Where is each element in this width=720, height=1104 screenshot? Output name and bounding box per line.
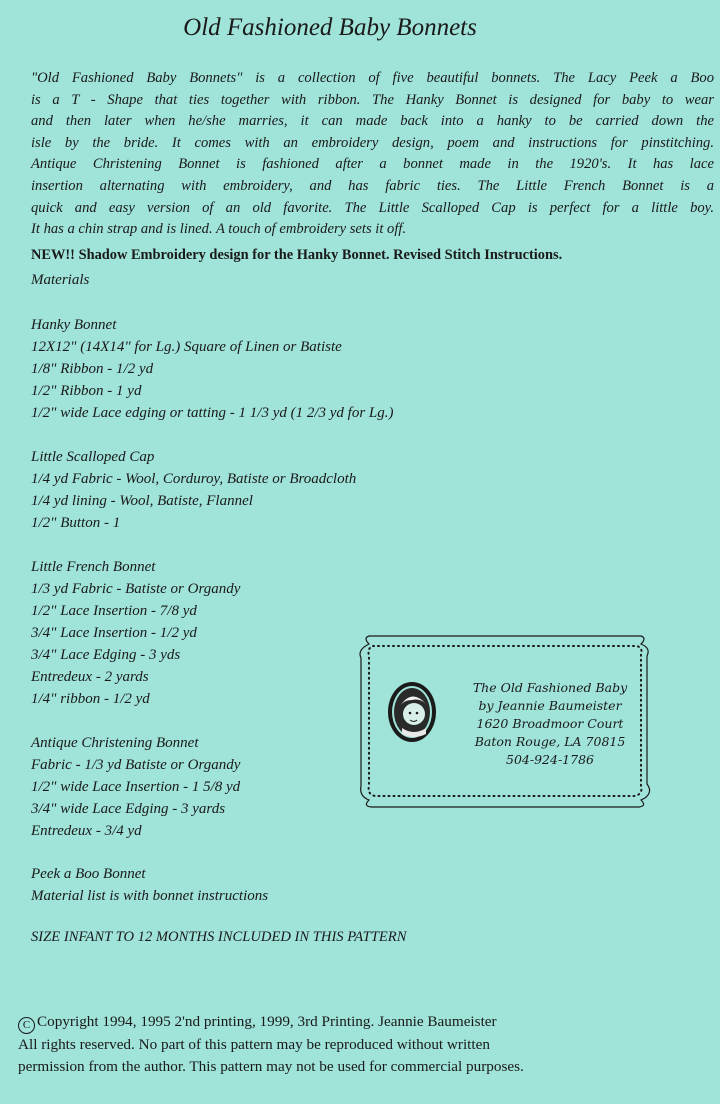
section-heading: Little Scalloped Cap — [31, 449, 155, 465]
material-item: Fabric - 1/3 yd Batiste or Organdy — [31, 757, 241, 773]
copyright-icon: C — [18, 1017, 35, 1034]
material-item: Entredeux - 2 yards — [31, 669, 149, 685]
stamp-address — [445, 679, 655, 769]
section-heading: Hanky Bonnet — [31, 317, 117, 333]
material-item: 1/3 yd Fabric - Batiste or Organdy — [31, 581, 241, 597]
baby-cameo-icon — [386, 680, 438, 744]
copyright-notice — [18, 1011, 708, 1078]
stamp-city: Baton Rouge, LA 70815 — [474, 734, 626, 749]
section-little-french-bonnet — [31, 556, 240, 710]
material-item: 3/4" Lace Edging - 3 yds — [31, 647, 181, 663]
new-notice: NEW!! Shadow Embroidery design for the Hanky Bonnet. Revised Stitch Instructions. — [31, 247, 563, 263]
material-item: 1/2" wide Lace Insertion - 1 5/8 yd — [31, 779, 241, 795]
section-hanky-bonnet — [31, 314, 394, 424]
material-item: Entredeux - 3/4 yd — [31, 823, 142, 839]
intro-line: and then later when he/she marries, it can made back into a hanky to be carried down the — [31, 113, 714, 130]
section-peek-a-boo-bonnet — [31, 863, 268, 907]
material-item: 1/8" Ribbon - 1/2 yd — [31, 361, 154, 377]
stamp-business-name: The Old Fashioned Baby — [472, 680, 628, 695]
stamp-street: 1620 Broadmoor Court — [476, 716, 624, 731]
page-title: Old Fashioned Baby Bonnets — [183, 14, 477, 41]
section-heading: Little French Bonnet — [31, 559, 156, 575]
material-item: 1/4" ribbon - 1/2 yd — [31, 691, 150, 707]
intro-line: quick and easy version of an old favorite. The Little Scalloped Cap is perfect for a little boy. — [31, 199, 714, 216]
copyright-line: C Copyright 1994, 1995 2'nd printing, 1999, 3rd Printing. Jeannie Baumeister — [18, 1011, 708, 1034]
section-little-scalloped-cap — [31, 446, 356, 534]
size-notice: SIZE INFANT TO 12 MONTHS INCLUDED IN THIS PATTERN — [31, 929, 407, 945]
intro-line: is a T - Shape that ties together with ribbon. The Hanky Bonnet is designed for baby to wear — [31, 91, 714, 108]
intro-line: isle by the bride. It comes with an embroidery design, poem and instructions for pinstitching. — [31, 134, 714, 151]
stamp-phone: 504-924-1786 — [506, 752, 594, 767]
intro-line: Antique Christening Bonnet is fashioned after a bonnet made in the 1920's. It has lace — [31, 156, 714, 173]
material-item: 1/4 yd lining - Wool, Batiste, Flannel — [31, 493, 253, 509]
material-item: 1/2" wide Lace edging or tatting - 1 1/3 yd (1 2/3 yd for Lg.) — [31, 405, 394, 421]
material-item: 1/2" Button - 1 — [31, 515, 121, 531]
intro-line: "Old Fashioned Baby Bonnets" is a collection of five beautiful bonnets. The Lacy Peek a Boo — [31, 70, 714, 86]
copyright-line: permission from the author. This pattern may not be used for commercial purposes. — [18, 1058, 524, 1075]
materials-heading: Materials — [31, 272, 90, 288]
material-item: 3/4" Lace Insertion - 1/2 yd — [31, 625, 197, 641]
material-item: 1/4 yd Fabric - Wool, Corduroy, Batiste or Broadcloth — [31, 471, 357, 487]
copyright-line: All rights reserved. No part of this pattern may be reproduced without written — [18, 1036, 490, 1053]
material-item: 3/4" wide Lace Edging - 3 yards — [31, 801, 226, 817]
material-item: 1/2" Ribbon - 1 yd — [31, 383, 142, 399]
intro-paragraph — [31, 68, 714, 241]
material-item: 12X12" (14X14" for Lg.) Square of Linen or Batiste — [31, 339, 342, 355]
intro-line: It has a chin strap and is lined. A touch of embroidery sets it off. — [31, 221, 407, 238]
intro-line: insertion alternating with embroidery, and has fabric ties. The Little French Bonnet is a — [31, 177, 714, 194]
section-heading: Peek a Boo Bonnet — [31, 866, 146, 882]
section-heading: Antique Christening Bonnet — [31, 735, 199, 751]
section-antique-christening-bonnet — [31, 732, 240, 842]
address-stamp — [355, 634, 655, 809]
material-item: 1/2" Lace Insertion - 7/8 yd — [31, 603, 197, 619]
stamp-owner: by Jeannie Baumeister — [478, 698, 622, 713]
material-item: Material list is with bonnet instructions — [31, 888, 269, 904]
